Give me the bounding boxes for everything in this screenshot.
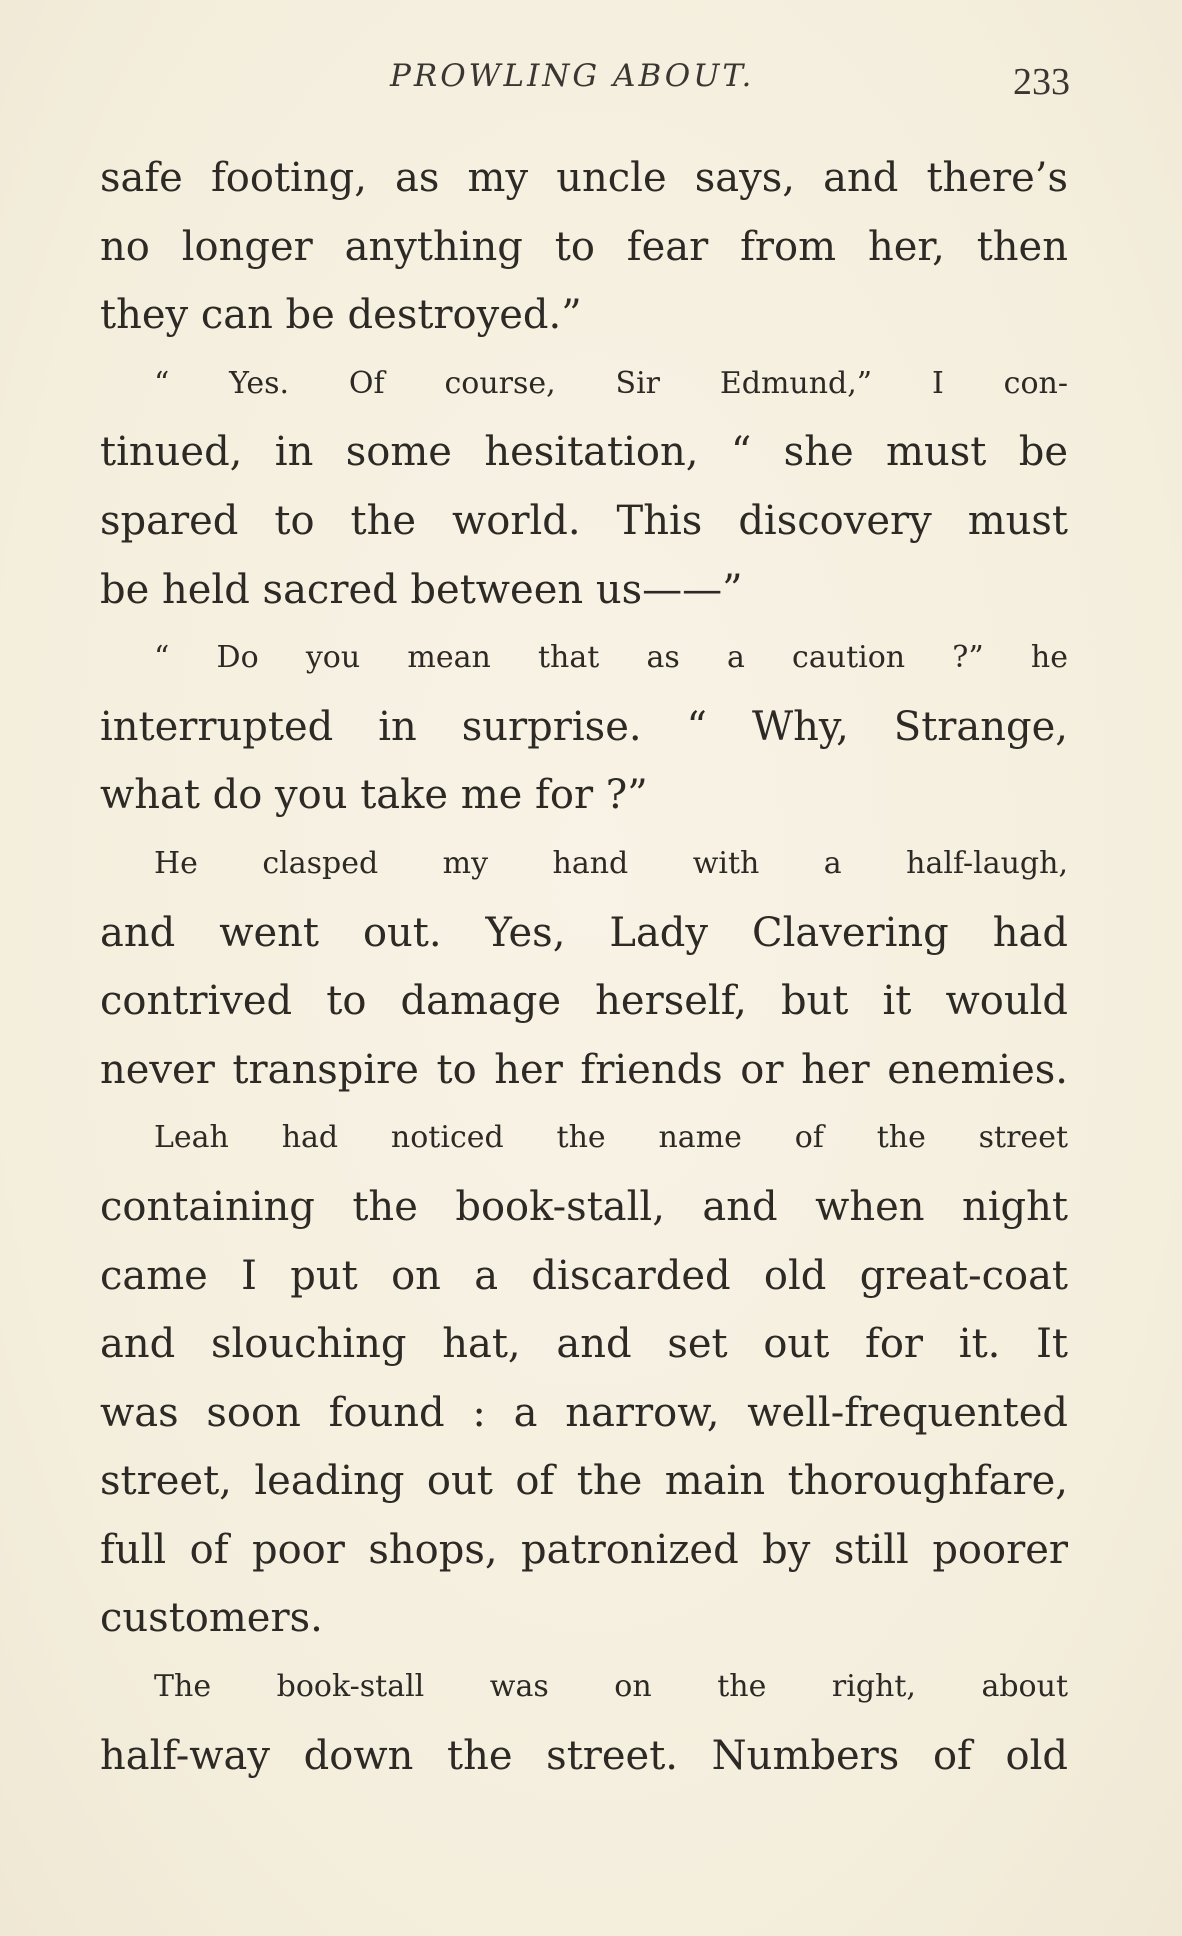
text-line: containing the book-stall, and when night: [100, 1183, 1068, 1230]
text-line: spared to the world. This discovery must: [100, 497, 1068, 544]
body-text: [100, 144, 1068, 1790]
text-line: and slouching hat, and set out for it. It: [100, 1321, 1068, 1368]
text-line: full of poor shops, patronized by still poorer: [100, 1526, 1068, 1573]
text-line: and went out. Yes, Lady Clavering had: [100, 909, 1068, 956]
text-line: He clasped my hand with a half-laugh,: [154, 845, 1068, 881]
text-line: contrived to damage herself, but it would: [100, 978, 1068, 1025]
text-line: came I put on a discarded old great-coat: [100, 1252, 1068, 1299]
text-line: half-way down the street. Numbers of old: [100, 1732, 1068, 1779]
text-line: never transpire to her friends or her enemies.: [100, 1046, 1068, 1093]
text-line: customers.: [100, 1595, 323, 1642]
text-line: “ Yes. Of course, Sir Edmund,” I con-: [154, 365, 1068, 401]
text-line: what do you take me for ?”: [100, 772, 648, 819]
text-line: safe footing, as my uncle says, and there’s: [100, 155, 1068, 201]
text-line: The book-stall was on the right, about: [154, 1669, 1068, 1705]
text-line: Leah had noticed the name of the street: [154, 1120, 1068, 1156]
text-line: they can be destroyed.”: [100, 292, 582, 339]
text-line: was soon found : a narrow, well-frequented: [100, 1389, 1068, 1436]
text-line: tinued, in some hesitation, “ she must be: [100, 429, 1068, 476]
text-line: street, leading out of the main thoroughfare,: [100, 1458, 1068, 1505]
running-head: [0, 58, 1182, 106]
running-title: PROWLING ABOUT.: [390, 58, 755, 94]
text-line: “ Do you mean that as a caution ?” he: [154, 640, 1068, 676]
text-line: interrupted in surprise. “ Why, Strange,: [100, 703, 1068, 750]
text-line: be held sacred between us——”: [100, 566, 743, 613]
text-line: no longer anything to fear from her, then: [100, 223, 1068, 270]
page-number: 233: [1013, 61, 1070, 103]
